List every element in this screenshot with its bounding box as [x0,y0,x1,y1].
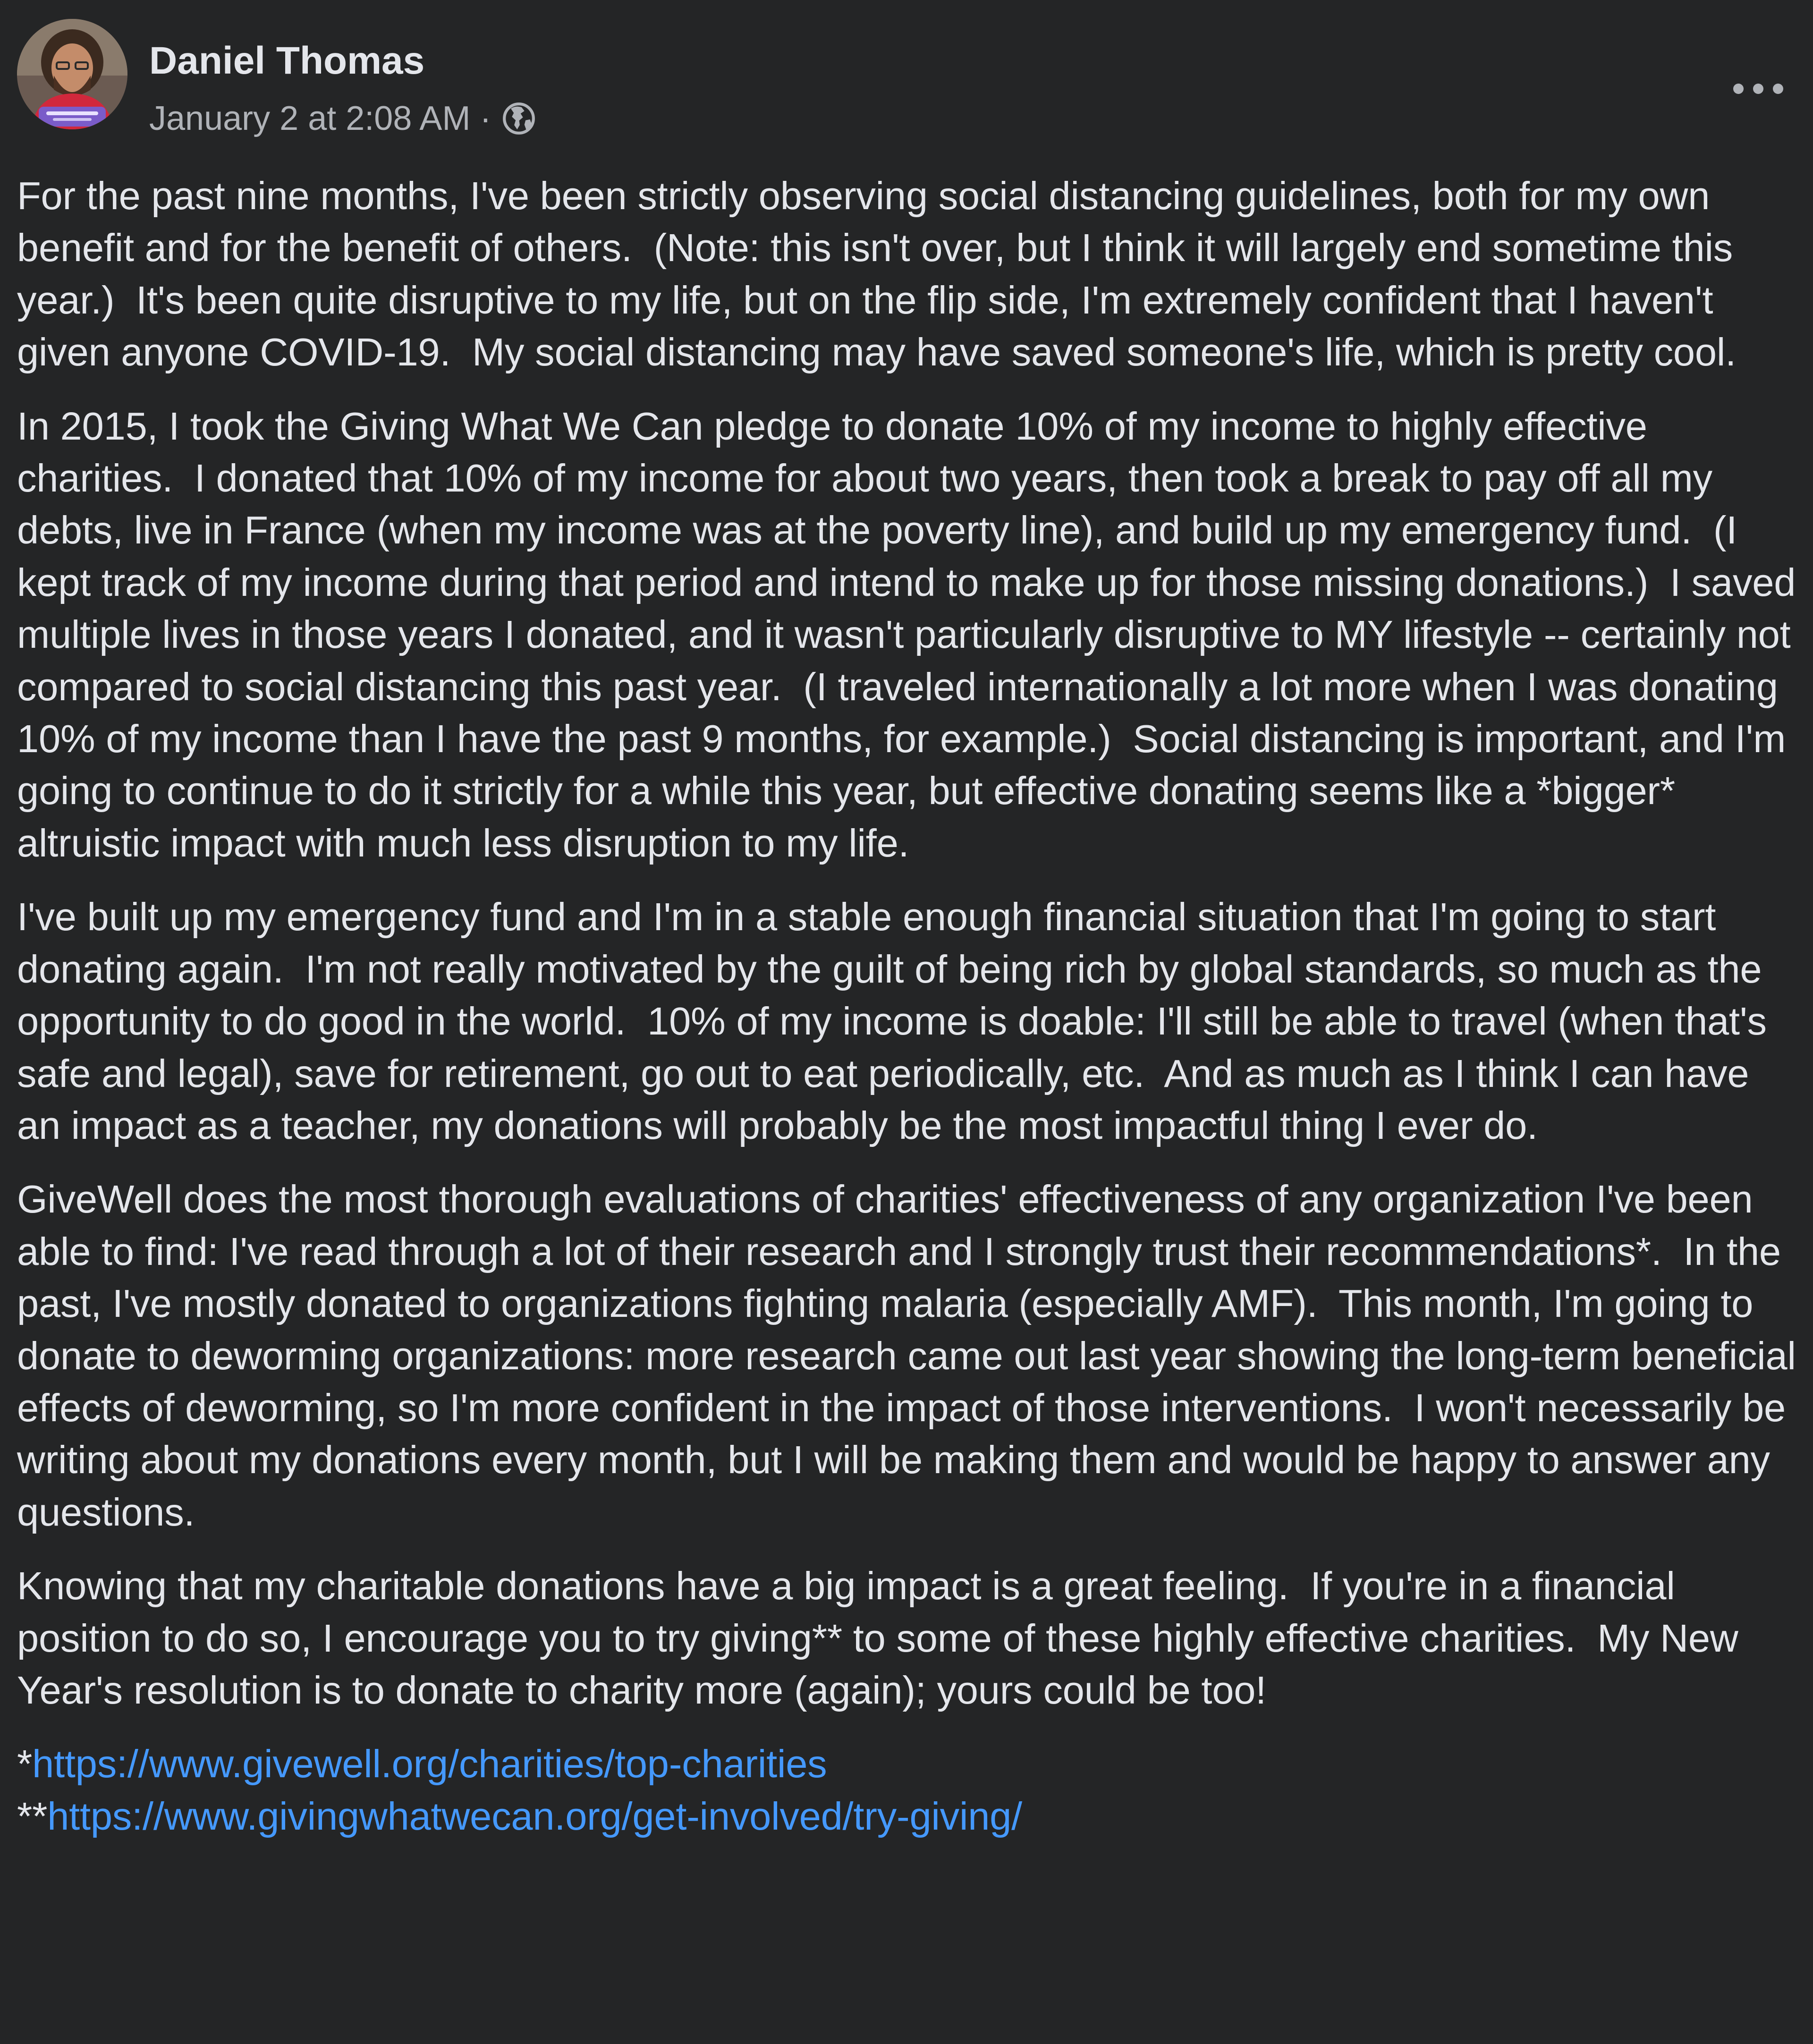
givingwhatwecan-link[interactable]: https://www.givingwhatwecan.org/get-involved/try-giving/ [47,1794,1022,1838]
givewell-link[interactable]: https://www.givewell.org/charities/top-charities [32,1742,827,1786]
post-paragraph: For the past nine months, I've been strictly observing social distancing guidelines, both for my own benefit and for the benefit of others. (Note: this isn't over, but I think it will largely end sometime this year.) It's been quite disruptive to my life, but on the flip side, I'm extremely confident that I haven't given anyone COVID-19. My social distancing may have saved someone's life, which is pretty cool. [17,174,1744,374]
avatar-image [17,19,127,129]
post-timestamp[interactable]: January 2 at 2:08 AM [149,100,471,137]
footnote-marker: ** [17,1794,48,1838]
more-options-icon [1730,82,1787,96]
post-paragraph: Knowing that my charitable donations have a big impact is a great feeling. If you're in a financial position to do so, I encourage you to try giving** to some of these highly effective charities. My New Year's resolution is to donate to charity more (again); yours could be too! [17,1564,1749,1712]
post-header [17,19,1796,137]
footnote-givewell [17,1738,1796,1790]
footnote-marker: * [17,1742,33,1786]
meta-separator: · [480,100,491,137]
post-paragraph: I've built up my emergency fund and I'm in a stable enough financial situation that I'm going to start donating again. I'm not really motivated by the guilt of being rich by global standards, so much as the opportunity to do good in the world. 10% of my income is doable: I'll still be able to travel (when that's safe and legal), save for retirement, go out to eat periodically, etc. And as much as I think I can have an impact as a teacher, my donations will probably be the most impactful thing I ever do. [17,895,1778,1147]
more-options-button[interactable] [1720,56,1796,122]
footnote-givingwhatwecan [17,1790,1796,1842]
author-name[interactable]: Daniel Thomas [149,39,425,82]
post-paragraph: In 2015, I took the Giving What We Can pledge to donate 10% of my income to highly effective charities. I donated that 10% of my income for about two years, then took a break to pay off all my debts, live in France (when my income was at the poverty line), and build up my emergency fund. (I kept track of my income during that period and intend to make up for those missing donations.) I saved multiple lives in those years I donated, and it wasn't particularly disruptive to MY lifestyle -- certainly not compared to social distancing this past year. (I traveled internationally a lot more when I was donating 10% of my income than I have the past 9 months, for example.) Social distancing is important, and I'm going to continue to do it strictly for a while this year, but effective donating seems like a *bigger* altruistic impact with much less disruption to my life. [17,404,1807,865]
globe-icon[interactable] [501,101,536,136]
post-paragraph: GiveWell does the most thorough evaluations of charities' effectiveness of any organization I've been able to find: I've read through a lot of their research and I strongly trust their recommendations*. In the past, I've mostly donated to organizations fighting malaria (especially AMF). This month, I'm going to donate to deworming organizations: more research came out last year showing the long-term beneficial effects of deworming, so I'm more confident in the impact of those interventions. I won't necessarily be writing about my donations every month, but I will be making them and would be happy to answer any questions. [17,1177,1807,1534]
post-body [17,170,1807,1842]
post-meta [149,97,536,140]
author-avatar[interactable] [17,19,127,129]
footnotes [17,1738,1796,1842]
